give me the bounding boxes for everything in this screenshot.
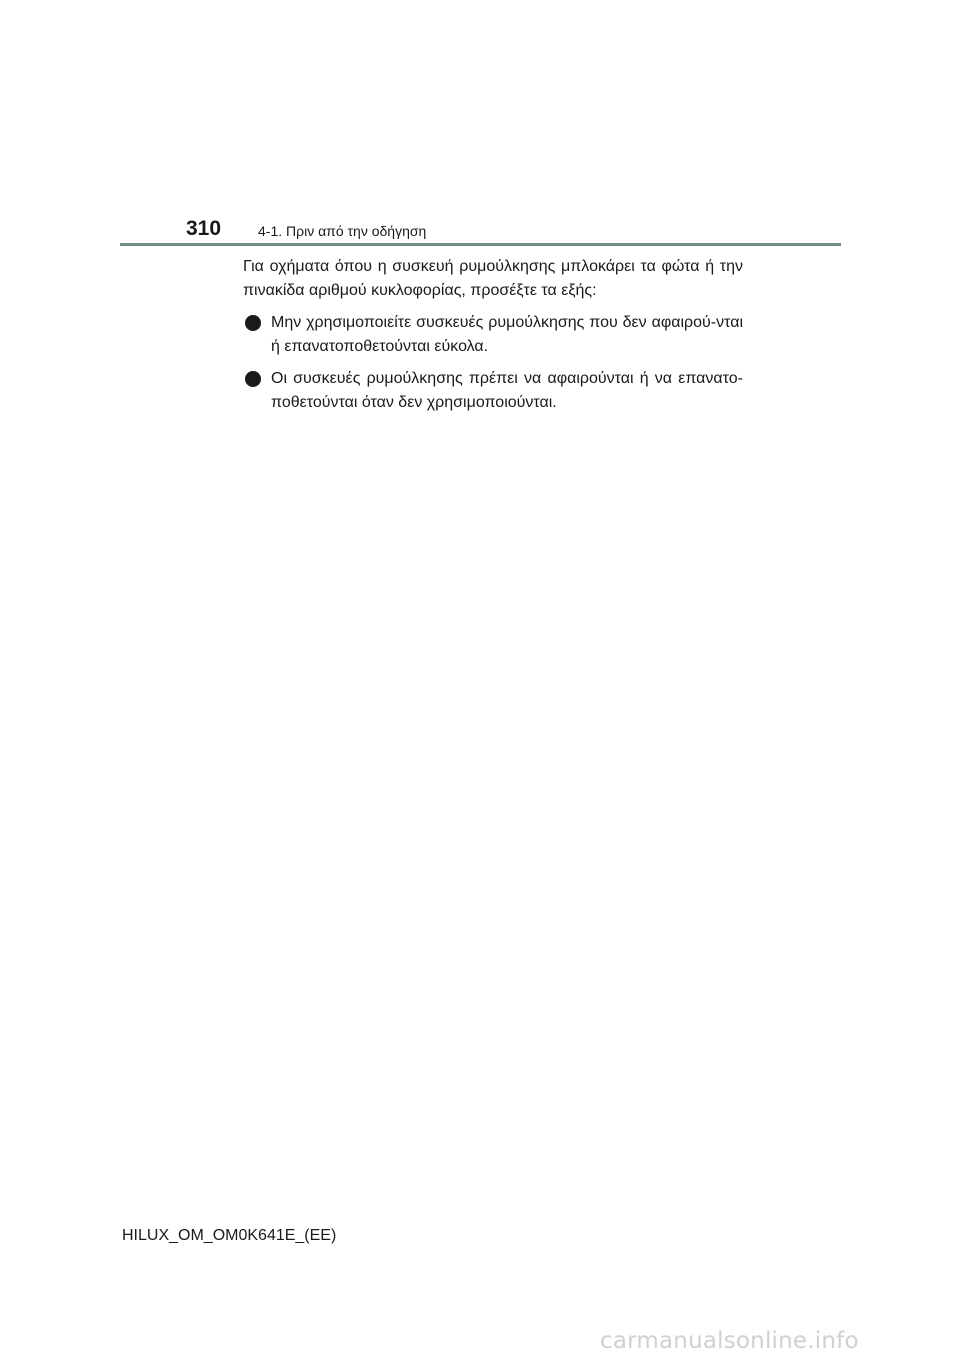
watermark: carmanualsonline.info bbox=[600, 1328, 859, 1354]
bullet-text: Μην χρησιμοποιείτε συσκευές ρυμούλκησης που δεν αφαιρού-νται ή επανατοποθετούνται εύκολα. bbox=[271, 314, 743, 355]
bullet-dot-icon bbox=[245, 371, 261, 387]
document-id: HILUX_OM_OM0K641E_(EE) bbox=[122, 1227, 337, 1244]
bullet-item bbox=[243, 311, 743, 359]
intro-paragraph: Για οχήματα όπου η συσκευή ρυμούλκησης μπλοκάρει τα φώτα ή την πινακίδα αριθμού κυκλοφορίας, προσέξτε τα εξής: bbox=[243, 258, 743, 299]
section-title: 4-1. Πριν από την οδήγηση bbox=[258, 223, 427, 239]
main-content bbox=[243, 255, 743, 415]
bullet-text: Οι συσκευές ρυμούλκησης πρέπει να αφαιρούνται ή να επανατο-ποθετούνται όταν δεν χρησιμοποιούνται. bbox=[271, 370, 743, 411]
bullet-dot-icon bbox=[245, 315, 261, 331]
page-number: 310 bbox=[186, 217, 222, 240]
bullet-item bbox=[243, 367, 743, 415]
header-divider bbox=[120, 243, 841, 246]
